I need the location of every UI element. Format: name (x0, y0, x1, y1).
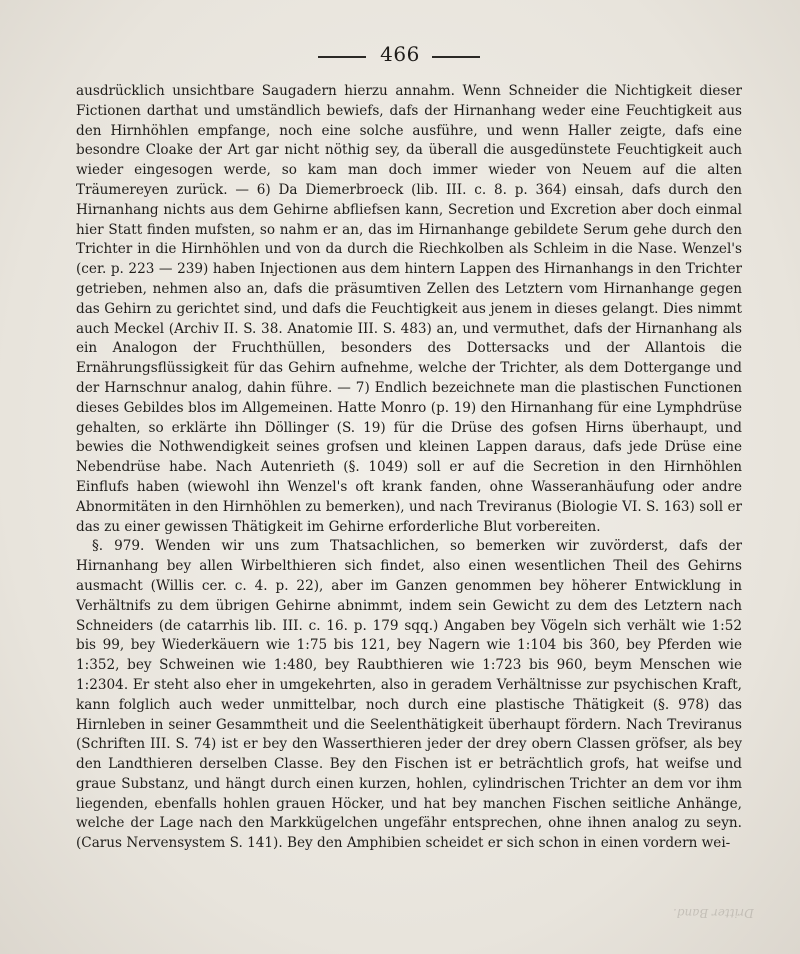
paragraph-section-979: §. 979. Wenden wir uns zum Thatsachlichen, so bemerken wir zuvörderst, dafs der Hirnanhang bey allen Wirbelthieren sich findet, also einen wesentlichen Theil des Gehirns ausmacht (Willis cer. c. 4. p. 22), aber im Ganzen genommen bey höherer Entwicklung in Verhältnifs zu dem übrigen Gehirne abnimmt, indem sein Gewicht zu dem des Letztern nach Schneiders (de catarrhis lib. III. c. 16. p. 179 sqq.) Angaben bey Vögeln sich verhält wie 1:52 bis 99, bey Wiederkäuern wie 1:75 bis 121, bey Nagern wie 1:104 bis 360, bey Pferden wie 1:352, bey Schweinen wie 1:480, bey Raubthieren wie 1:723 bis 960, beym Menschen wie 1:2304. Er steht also eher in umgekehrten, also in geradem Verhältnisse zur psychischen Kraft, kann folglich auch weder unmittelbar, noch durch eine plastische Thätigkeit (§. 978) das Hirnleben in seiner Gesammtheit und die Seelenthätigkeit überhaupt fördern. Nach Treviranus (Schriften III. S. 74) ist er bey den Wasserthieren jeder der drey obern Classen gröfser, als bey den Landthieren derselben Classe. Bey den Fischen ist er beträchtlich grofs, hat weifse und graue Substanz, und hängt durch einen kurzen, hohlen, cylindrischen Trichter an dem vor ihm liegenden, ebenfalls hohlen grauen Höcker, und hat bey manchen Fischen seitliche Anhänge, welche der Lage nach den Markkügelchen ungefähr entsprechen, ohne ihnen analog zu seyn. (Carus Nervensystem S. 141). Bey den Amphibien scheidet er sich schon in einen vordern wei- (76, 538, 742, 852)
body-text (76, 82, 742, 854)
page-number: 466 (380, 42, 420, 66)
header-rule-left (318, 56, 366, 58)
paragraph-continued: ausdrücklich unsichtbare Saugadern hierzu annahm. Wenn Schneider die Nichtigkeit dieser Fictionen darthat und umständlich bewiefs, dafs der Hirnanhang weder eine Feuchtigkeit aus den Hirnhöhlen empfange, noch eine solche ausführe, und wenn Haller zeigte, dafs eine besondre Cloake der Art gar nicht nöthig sey, da überall die ausgedünstete Feuchtigkeit auch wieder eingesogen werde, so kam man doch immer wieder von Neuem auf die alten Träumereyen zurück. — 6) Da Diemerbroeck (lib. III. c. 8. p. 364) einsah, dafs durch den Hirnanhang nichts aus dem Gehirne abfliefsen kann, Secretion und Excretion aber doch einmal hier Statt finden mufsten, so nahm er an, das im Hirnanhange gebildete Serum gehe durch den Trichter in die Hirnhöhlen und von da durch die Riechkolben als Schleim in die Nase. Wenzel's (cer. p. 223 — 239) haben Injectionen aus dem hintern Lappen des Hirnanhangs in den Trichter getrieben, nehmen also an, dafs die präsumtiven Zellen des Letztern vom Hirnanhange gegen das Gehirn zu gerichtet sind, und dafs die Feuchtigkeit aus jenem in dieses gelangt. Dies nimmt auch Meckel (Archiv II. S. 38. Anatomie III. S. 483) an, und vermuthet, dafs der Hirnanhang als ein Analogon der Fruchthüllen, besonders des Dottersacks und der Allantois die Ernährungsflüssigkeit für das Gehirn aufnehme, welche der Trichter, als dem Dottergange und der Harnschnur analog, dahin führe. — 7) Endlich bezeichnete man die plastischen Functionen dieses Gebildes blos im Allgemeinen. Hatte Monro (p. 19) den Hirnanhang für eine Lymphdrüse gehalten, so erklärte ihn Döllinger (S. 19) für die Drüse des gofsen Hirns überhaupt, und bewies die Nothwendigkeit seines grofsen und kleinen Lappen daraus, dafs jede Drüse eine Nebendrüse habe. Nach Autenrieth (§. 1049) soll er auf die Secretion in den Hirnhöhlen Einflufs haben (wiewohl ihn Wenzel's oft krank fanden, ohne Wasseranhäufung oder andre Abnormitäten in den Hirnhöhlen zu bemerken), und nach Treviranus (Biologie VI. S. 163) soll er das zu einer gewissen Thätigkeit im Gehirne erforderliche Blut vorbereiten. (76, 83, 742, 535)
bleed-through-text: Dritter Band. (673, 906, 754, 920)
header-rule-right (432, 56, 480, 58)
page-header (0, 38, 800, 72)
